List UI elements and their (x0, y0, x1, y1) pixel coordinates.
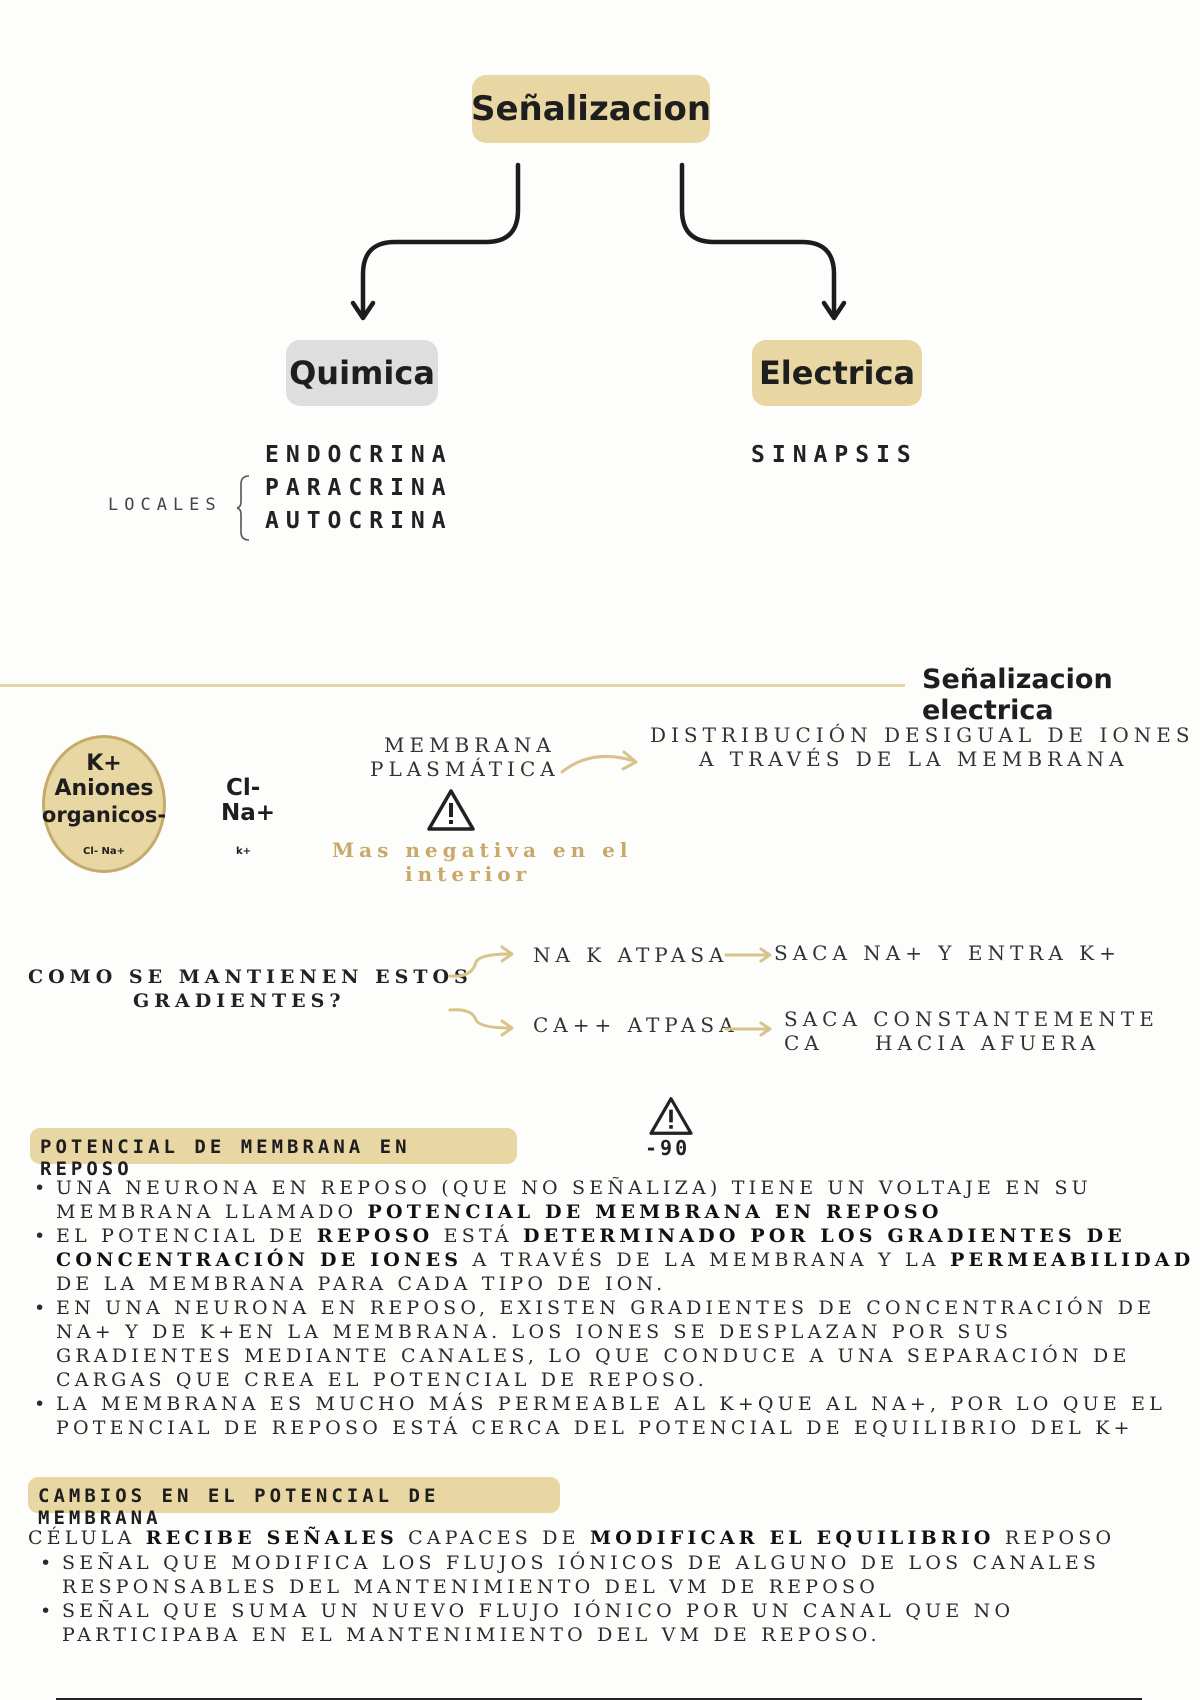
outside-cl: Cl- (226, 775, 261, 801)
reposo-banner (30, 1128, 517, 1180)
right-item-sinapsis: SINAPSIS (751, 442, 918, 468)
warning-icon (426, 788, 476, 832)
left-item-paracrina: PARACRINA (265, 475, 453, 501)
connector-left (363, 165, 518, 314)
cambios-banner-label: CAMBIOS EN EL POTENCIAL DE MEMBRANA (38, 1485, 440, 1529)
pump2-effect-2: HACIA AFUERA (875, 1031, 1101, 1055)
reposo-bullets (30, 1176, 1195, 1440)
cell-small-ions: Cl- Na+ (83, 845, 125, 857)
reposo-banner-label: POTENCIAL DE MEMBRANA EN REPOSO (40, 1136, 411, 1180)
distribution-line-2: A TRAVÉS DE LA MEMBRANA (699, 747, 1129, 771)
left-item-autocrina: AUTOCRINA (265, 508, 453, 534)
list-item: • LA MEMBRANA ES MUCHO MÁS PERMEABLE AL K+QUE AL NA+, POR LO QUE EL POTENCIAL DE REPOSO ESTÁ CERCA DEL POTENCIAL DE EQUILIBRIO DEL K+ (30, 1392, 1195, 1440)
right-node (752, 340, 922, 406)
diagram-connectors (0, 0, 1200, 340)
left-node (286, 340, 438, 406)
right-node-label: Electrica (758, 354, 916, 392)
reposo-value: -90 (645, 1136, 691, 1160)
distribution-line-1: DISTRIBUCIÓN DESIGUAL DE IONES (650, 723, 1195, 747)
outside-na: Na+ (221, 800, 276, 826)
cell-k-label: K+ (86, 750, 122, 776)
list-item: • SEÑAL QUE SUMA UN NUEVO FLUJO IÓNICO POR UN CANAL QUE NO PARTICIPABA EN EL MANTENIMIENTO DEL VM DE REPOSO. (36, 1599, 1196, 1647)
membrane-arrow-icon (558, 744, 644, 778)
branch-arrows-icon (446, 944, 522, 1038)
pump-na-k: NA K ATPASA (533, 943, 729, 967)
locales-label: LOCALES (108, 495, 222, 515)
reposo-warning-icon (648, 1096, 694, 1136)
warning-text-1: Mas negativa en el (332, 838, 633, 862)
cambios-banner (28, 1477, 560, 1529)
pump1-arrow-icon (724, 946, 774, 964)
list-item: • EN UNA NEURONA EN REPOSO, EXISTEN GRADIENTES DE CONCENTRACIÓN DE NA+ Y DE K+EN LA MEMBRANA. LOS IONES SE DESPLAZAN POR SUS GRADIENTES MEDIANTE CANALES, LO QUE CONDUCE A UNA SEPARACIÓN DE CARGAS QUE CREA EL POTENCIAL DE REPOSO. (30, 1296, 1195, 1392)
list-item: • EL POTENCIAL DE REPOSO ESTÁ DETERMINADO POR LOS GRADIENTES DE CONCENTRACIÓN DE IONES A TRAVÉS DE LA MEMBRANA Y LA PERMEABILIDAD DE LA MEMBRANA PARA CADA TIPO DE ION. (30, 1224, 1195, 1296)
connector-right (682, 165, 834, 314)
warning-text-2: interior (405, 862, 532, 886)
membrane-label-2: PLASMÁTICA (370, 757, 560, 781)
left-node-label: Quimica (289, 354, 435, 392)
cell-aniones-label: Aniones (54, 775, 154, 801)
membrane-label-1: MEMBRANA (384, 733, 556, 757)
list-item: • UNA NEURONA EN REPOSO (QUE NO SEÑALIZA) TIENE UN VOLTAJE EN SU MEMBRANA LLAMADO POTENCIAL DE MEMBRANA EN REPOSO (30, 1176, 1195, 1224)
cell-organicos-label: organicos- (41, 802, 167, 827)
pump2-arrow-icon (724, 1020, 774, 1038)
pump-ca: CA++ ATPASA (533, 1013, 739, 1037)
root-node-label: Señalizacion (470, 89, 712, 129)
gradients-question-2: GRADIENTES? (133, 990, 346, 1012)
pump1-effect: SACA NA+ Y ENTRA K+ (774, 941, 1121, 965)
left-item-endocrina: ENDOCRINA (265, 442, 453, 468)
section-title: Señalizacion electrica (922, 664, 1113, 726)
pump2-effect-1: SACA CONSTANTEMENTE CA (784, 1007, 1159, 1055)
locales-brace-icon (237, 474, 253, 542)
list-item: • SEÑAL QUE MODIFICA LOS FLUJOS IÓNICOS DE ALGUNO DE LOS CANALES RESPONSABLES DEL MANTENIMIENTO DEL VM DE REPOSO (36, 1551, 1196, 1599)
section-divider (0, 684, 905, 687)
gradients-question-1: COMO SE MANTIENEN ESTOS (28, 966, 473, 988)
cambios-intro: CÉLULA RECIBE SEÑALES CAPACES DE MODIFICAR EL EQUILIBRIO REPOSO (28, 1527, 1116, 1549)
cell-circle (42, 735, 166, 873)
outside-k: k+ (236, 846, 252, 857)
cambios-bullets (36, 1551, 1196, 1647)
